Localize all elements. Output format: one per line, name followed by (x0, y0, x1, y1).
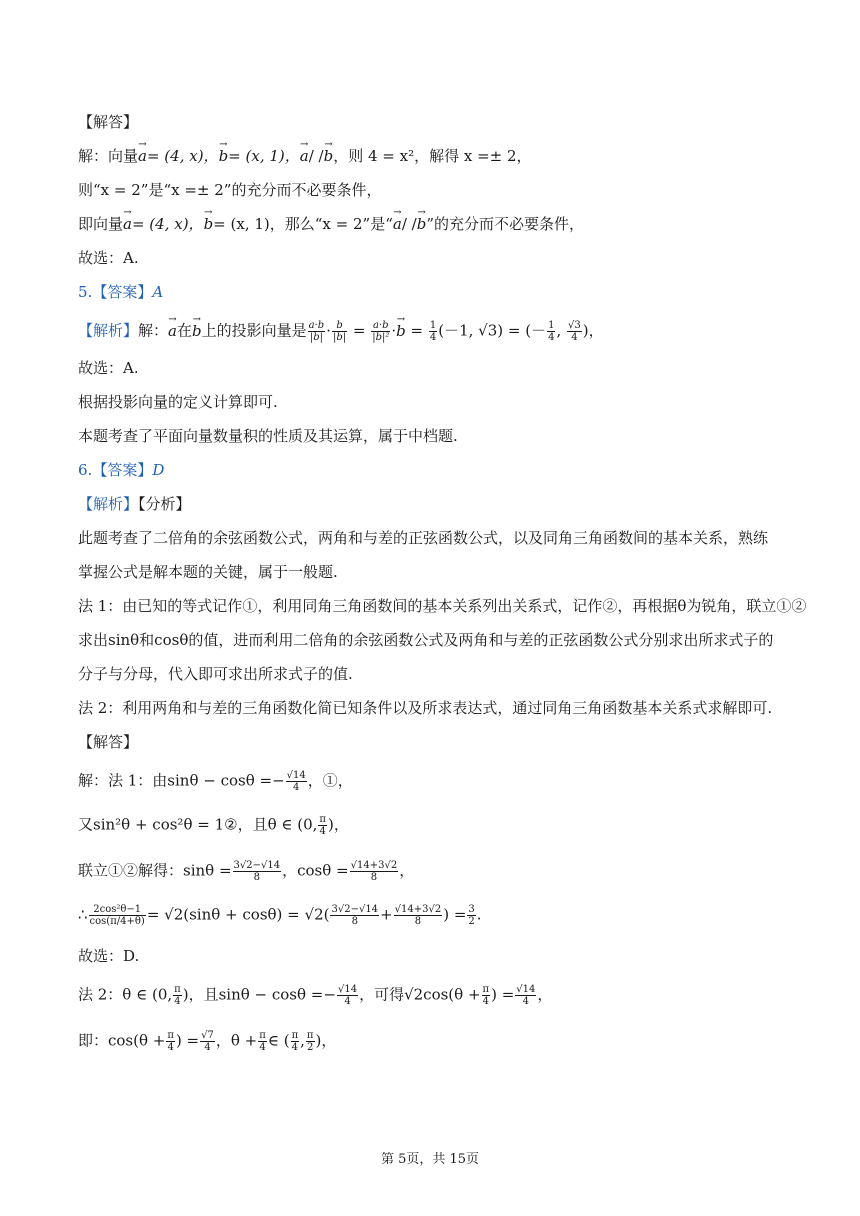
page-footer: 第 5页，共 15页 (380, 1152, 480, 1167)
text-line: 根据投影向量的定义计算即可. (78, 393, 278, 411)
text-line: 【解析】解：→ a在→ b上的投影向量是 $\frac{a\cdot b}{|b|}$ · $\frac{b}{|b|}$ = $\frac{a\cdot b}{\text{|b|²}}$ ·→ b = $\frac{1}{4}$ (－1, √3) = (－ $\frac{1}{4}$ , $\frac{√3}{4}$ )， (78, 320, 604, 343)
text-line: 掌握公式是解本题的关键，属于一般题. (78, 563, 338, 581)
text-line: ∴ $\frac{\text{2cos²θ−1}}{\cos(\pi/4+\theta)}$ = √2(sinθ + cosθ) = √2( $\frac{3√2-√14}{8}$ + $\frac{√14+3√2}{8}$ ) = $\frac{3}{2}$ . (78, 904, 482, 927)
vector-b: → b (219, 146, 229, 166)
text-line: 【解析】【分析】 (78, 495, 191, 513)
text-line: 故选：A. (78, 359, 139, 377)
text-line: 法 1：由已知的等式记作①，利用同角三角函数间的基本关系列出关系式，记作②，再根据θ为锐角，联立①② (78, 597, 807, 615)
text-line: 故选：D. (78, 947, 140, 965)
text-line: 即向量→ a= (4, x)，→ b= (x, 1)，那么“x = 2”是“→ a/ /→ b”的充分而不必要条件， (78, 214, 584, 234)
text-line: 分子与分母，代入即可求出所求式子的值. (78, 665, 353, 683)
vector-a: → a (138, 146, 147, 166)
section-header-answer: 【解答】 (78, 113, 139, 131)
answer-heading-5: 5.【答案】A (78, 283, 164, 301)
text-line: 法 2：利用两角和与差的三角函数化简已知条件以及所求表达式，通过同角三角函数基本关系式求解即可. (78, 699, 773, 717)
text-line: 解：法 1：由sinθ − cosθ =− $\frac{√14}{4}$ ，①， (78, 770, 353, 793)
answer-heading-6: 6.【答案】D (78, 461, 165, 479)
text-line: 即：cos(θ + $\frac{\pi}{4}$ ) = $\frac{√7}{4}$ ，θ + $\frac{\pi}{4}$ ∈ ( $\frac{\pi}{4}$ , $\frac{\pi}{2}$ )， (78, 1030, 337, 1053)
text-line: 解：向量→ a= (4, x)，→ b= (x, 1)，→ a/ /→ b，则 4 = x²，解得 x =± 2， (78, 146, 532, 166)
text-line: 故选：A. (78, 249, 139, 267)
text-line: 法 2：θ ∈ (0, $\frac{\pi}{4}$ )，且sinθ − cosθ =− $\frac{√14}{4}$ ，可得√2cos(θ + $\frac{\pi}{4}$ ) = $\frac{√14}{4}$ ， (78, 984, 553, 1007)
text-line: 此题考查了二倍角的余弦函数公式，两角和与差的正弦函数公式，以及同角三角函数间的基本关系，熟练 (78, 529, 769, 547)
text-line: 求出sinθ和cosθ的值，进而利用二倍角的余弦函数公式及两角和与差的正弦函数公式分别求出所求式子的 (78, 631, 774, 649)
text-line: 联立①②解得：sinθ = $\frac{3√2-√14}{8}$ ，cosθ = $\frac{√14+3√2}{8}$ ， (78, 860, 415, 883)
text-line: 则“x = 2”是“x =± 2”的充分而不必要条件， (78, 181, 382, 199)
text-line: 又sin²θ + cos²θ = 1②，且θ ∈ (0, $\frac{\pi}{4}$ )， (78, 814, 349, 837)
text-line: 本题考查了平面向量数量积的性质及其运算，属于中档题. (78, 427, 458, 445)
section-header-answer: 【解答】 (78, 733, 139, 751)
